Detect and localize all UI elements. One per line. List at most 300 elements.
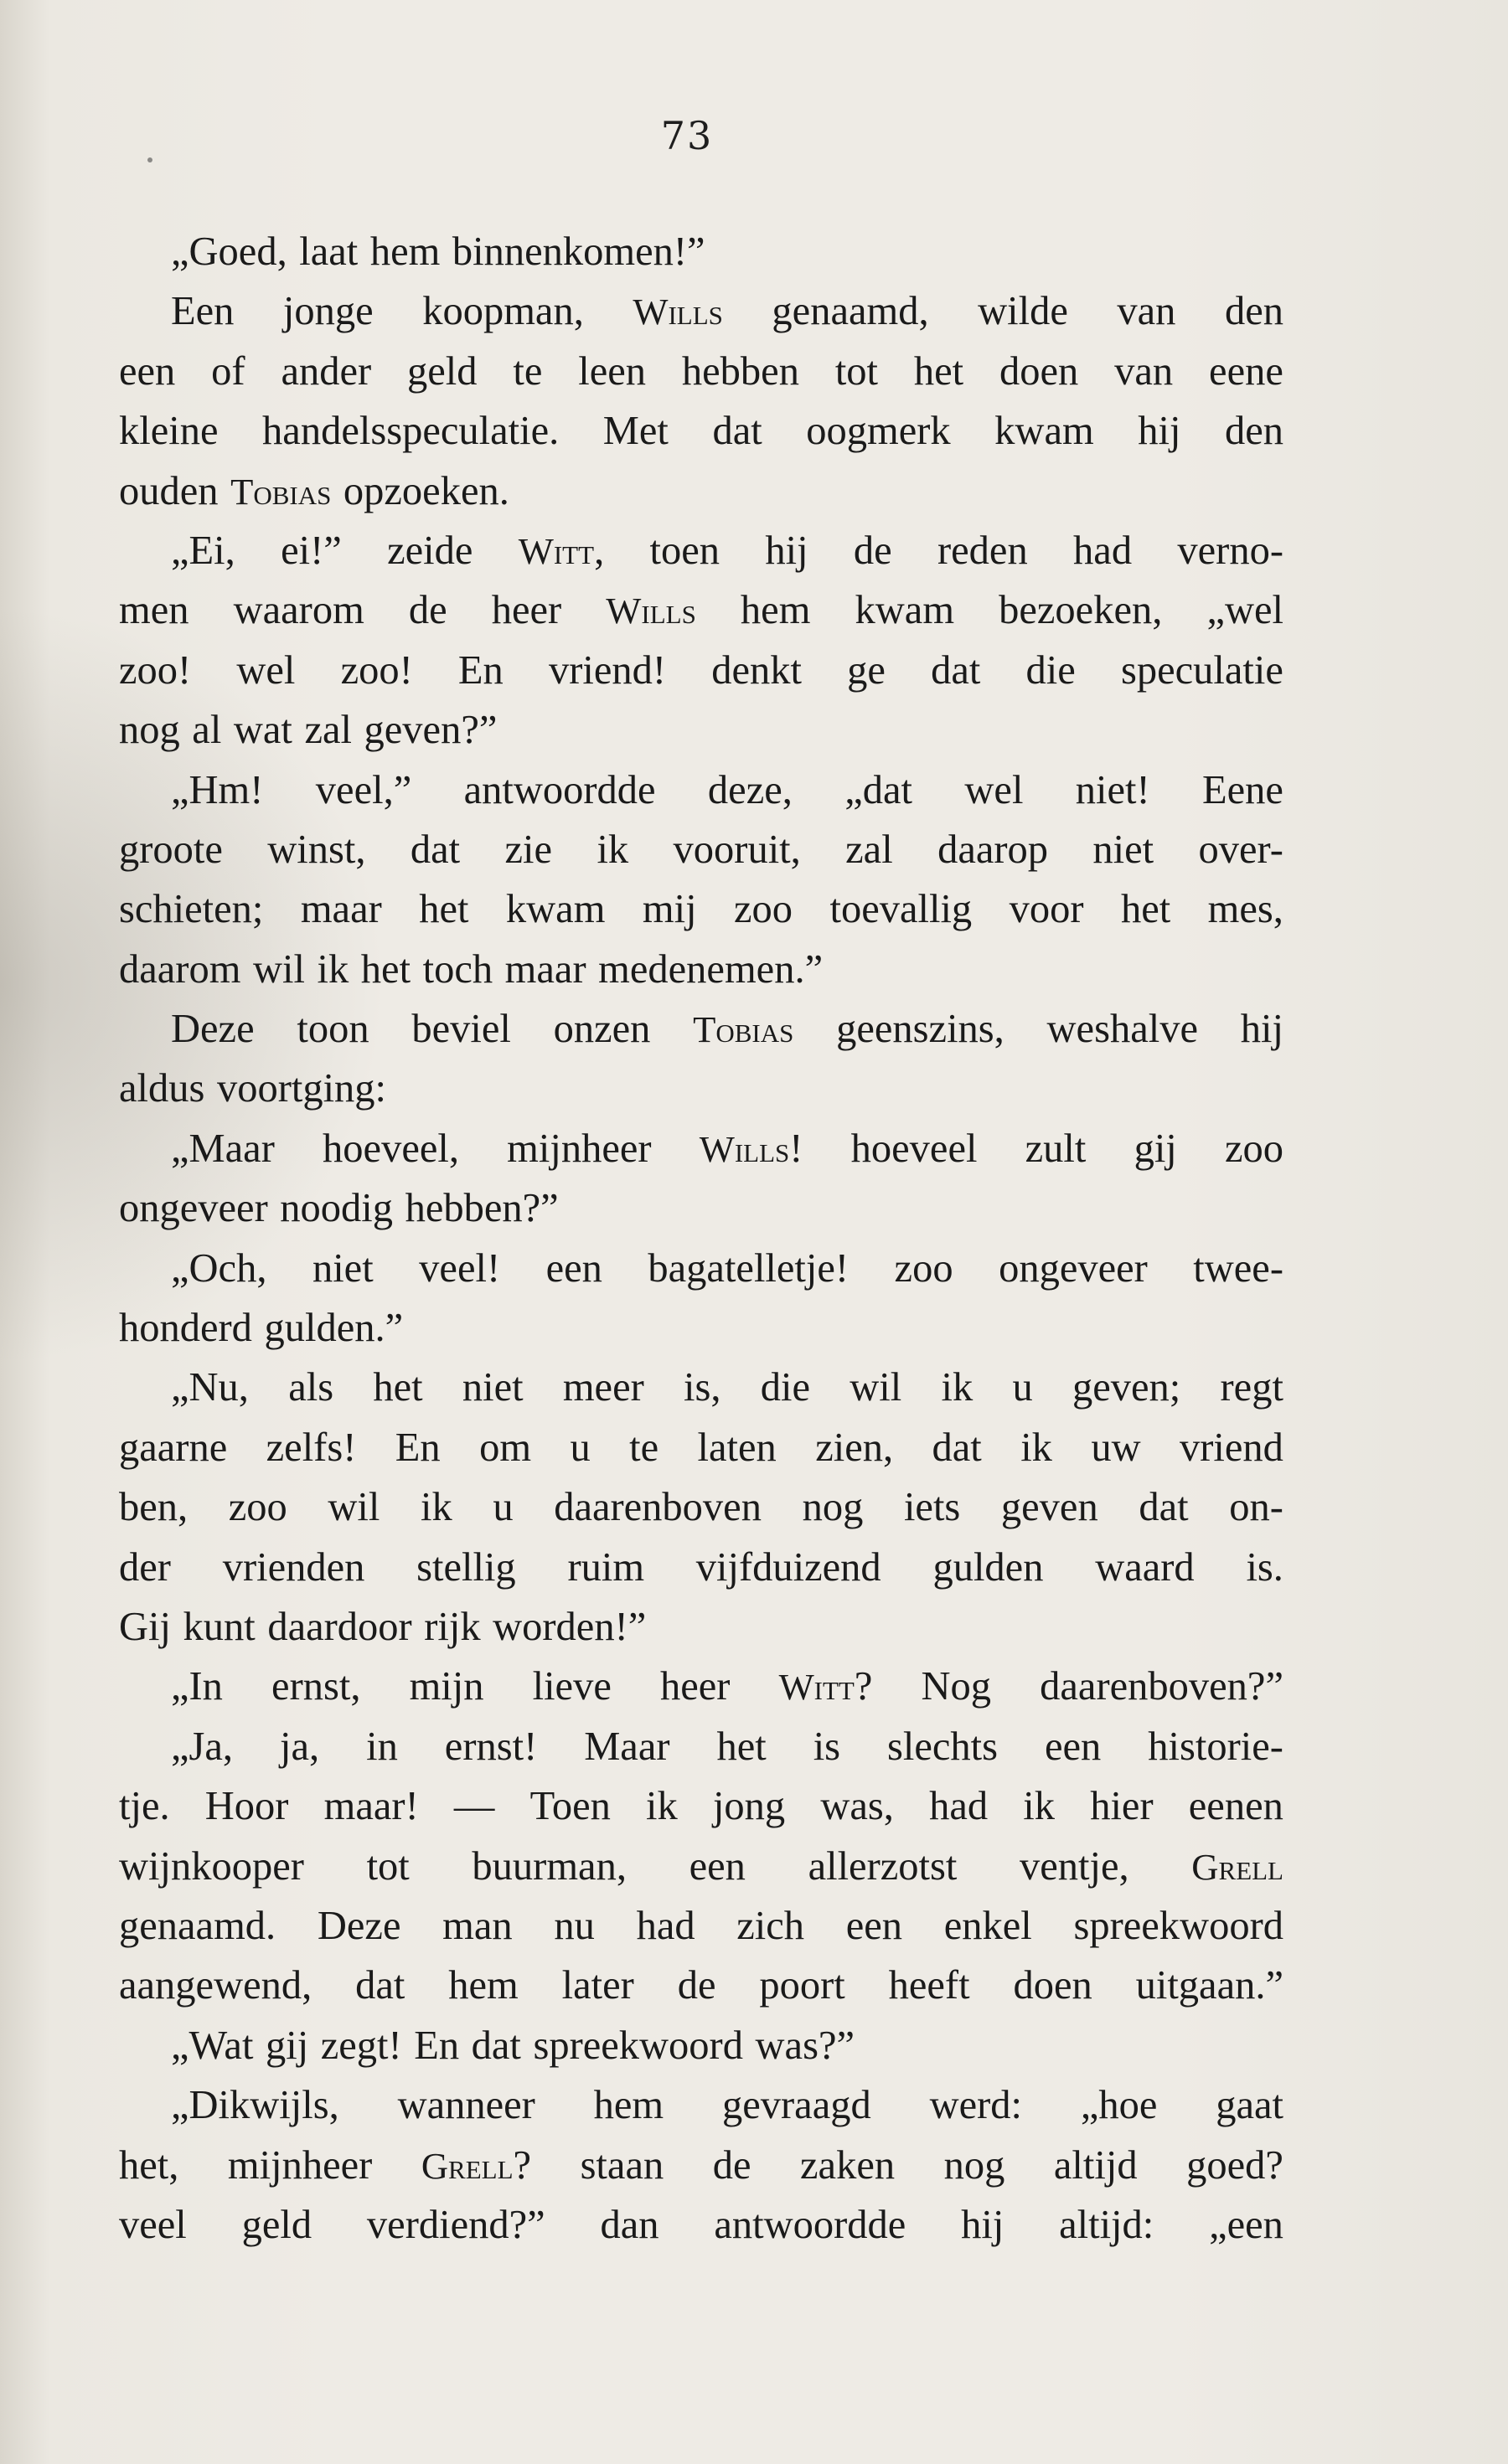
word: vriend!	[548, 647, 667, 693]
word: twee-	[1193, 1245, 1283, 1291]
word: toen	[649, 528, 720, 573]
word: binnenkomen!”	[452, 229, 705, 274]
word: „Dikwijls,	[171, 2083, 339, 2128]
word: daarom	[119, 946, 241, 992]
text-line	[119, 2195, 1283, 2255]
word: genaamd.	[119, 1903, 276, 1948]
text-line	[119, 222, 1283, 281]
word: hij	[1240, 1007, 1283, 1052]
word: had	[1073, 528, 1133, 573]
word: zich	[736, 1903, 805, 1948]
word: dat	[410, 827, 461, 872]
word: geven	[1000, 1485, 1098, 1530]
word: hoeveel,	[323, 1126, 459, 1171]
word: tot	[834, 348, 879, 394]
word: een	[119, 348, 176, 394]
word: zult	[1025, 1126, 1087, 1171]
word: den	[1224, 289, 1283, 334]
word: het	[913, 348, 964, 394]
word: wil	[252, 946, 305, 992]
word: wil	[328, 1485, 380, 1530]
word: voortging:	[216, 1066, 387, 1111]
word: nu	[554, 1903, 595, 1948]
text-line	[119, 1298, 1283, 1358]
word: beviel	[411, 1007, 511, 1052]
word: mijn	[409, 1664, 484, 1709]
word: geven;	[1072, 1365, 1181, 1410]
word: een	[545, 1245, 602, 1291]
text-line	[119, 760, 1283, 820]
word: u	[493, 1485, 514, 1530]
word: dat	[931, 647, 981, 693]
word: Wills	[606, 590, 696, 632]
word: reden	[937, 528, 1028, 573]
text-line	[119, 1358, 1283, 1417]
word: Tobias	[693, 1008, 794, 1051]
word: of	[211, 348, 245, 394]
text-line	[119, 641, 1283, 700]
word: noodig	[280, 1186, 394, 1231]
text-line	[119, 1538, 1283, 1597]
word: later	[561, 1963, 634, 2008]
word: Gij	[119, 1604, 171, 1649]
word: jong	[712, 1784, 786, 1829]
word: „Hm!	[171, 767, 264, 812]
word: hem	[593, 2083, 664, 2128]
word: iets	[903, 1485, 961, 1530]
word: een	[845, 1903, 903, 1948]
word: mes,	[1207, 887, 1283, 932]
text-line	[119, 1776, 1283, 1836]
word: dat	[355, 1963, 405, 2008]
word: heer	[491, 588, 562, 633]
word: regt	[1220, 1365, 1283, 1410]
word: allerzotst	[808, 1843, 958, 1889]
word: is.	[1246, 1544, 1283, 1590]
word: hem	[740, 588, 811, 633]
word: heeft	[888, 1963, 970, 2008]
word: zegt!	[320, 2023, 402, 2068]
word: veel	[119, 2202, 187, 2247]
word: ik	[1020, 1425, 1052, 1470]
word: had	[636, 1903, 695, 1948]
word: laten	[697, 1425, 777, 1470]
word: ernst!	[444, 1724, 538, 1769]
word: stellig	[416, 1544, 516, 1590]
word: vrienden	[222, 1544, 365, 1590]
word: voor	[1009, 887, 1084, 932]
word: ik	[1023, 1784, 1056, 1829]
word: „een	[1209, 2202, 1283, 2247]
body-text	[119, 222, 1283, 2255]
word: had	[929, 1784, 989, 1829]
word: toch	[422, 946, 493, 992]
word: denkt	[711, 647, 802, 693]
word: wilde	[978, 289, 1068, 334]
text-line	[119, 342, 1283, 401]
word: zoo	[894, 1245, 953, 1291]
word: u	[1012, 1365, 1033, 1410]
word: ik	[421, 1485, 452, 1530]
word: ernst,	[271, 1664, 361, 1709]
word: staan	[580, 2142, 664, 2188]
word: het	[1120, 887, 1171, 932]
word: worden!”	[493, 1604, 647, 1649]
word: eene	[1209, 348, 1283, 394]
word: over-	[1198, 827, 1283, 872]
word: koopman,	[422, 289, 584, 334]
word: Grell?	[421, 2142, 532, 2188]
word: slechts	[887, 1724, 999, 1769]
word: ouden	[119, 468, 219, 513]
word: opzoeken.	[343, 468, 509, 513]
word: zoo	[734, 887, 793, 932]
word: geenszins,	[836, 1007, 1004, 1052]
text-line	[119, 940, 1283, 999]
text-line	[119, 1119, 1283, 1178]
word: goed?	[1186, 2142, 1283, 2188]
ink-speck	[147, 157, 152, 162]
word: geld	[241, 2202, 312, 2247]
word: buurman,	[472, 1843, 627, 1889]
word: maar!	[323, 1784, 419, 1829]
word: Met	[602, 409, 669, 454]
text-line	[119, 2016, 1283, 2075]
word: hij	[961, 2202, 1004, 2247]
word: ik	[941, 1365, 973, 1410]
word: weshalve	[1046, 1007, 1198, 1052]
word: gaat	[1216, 2083, 1283, 2128]
word: niet	[312, 1245, 374, 1291]
word: hem	[369, 229, 441, 274]
word: mijnheer	[227, 2142, 373, 2188]
word: spreekwoord	[1073, 1903, 1283, 1948]
word: Een	[171, 289, 235, 334]
word: nog	[802, 1485, 864, 1530]
word: Wills	[633, 291, 723, 333]
word: vijfduizend	[695, 1544, 881, 1590]
word: dat	[1139, 1485, 1189, 1530]
word: maar	[504, 946, 586, 992]
word: als	[288, 1365, 334, 1410]
page-number: 73	[660, 113, 714, 158]
word: nog	[943, 2142, 1005, 2188]
word: daarenboven	[554, 1485, 762, 1530]
word: gij	[265, 2023, 309, 2068]
word: deze,	[707, 767, 793, 812]
word: bezoeken,	[999, 588, 1163, 633]
word: zoo!	[119, 647, 192, 693]
word: wil	[850, 1365, 902, 1410]
word: tot	[366, 1843, 410, 1889]
word: de	[712, 2142, 751, 2188]
word: doen	[999, 348, 1079, 394]
word: man	[442, 1903, 513, 1948]
word: historie-	[1148, 1724, 1283, 1769]
word: daarenboven?”	[1040, 1664, 1283, 1709]
word: kleine	[119, 409, 219, 454]
word: Grell	[1191, 1845, 1283, 1888]
word: „In	[171, 1664, 223, 1709]
word: on-	[1229, 1485, 1283, 1530]
word: Maar	[584, 1724, 670, 1769]
text-line	[119, 1597, 1283, 1657]
text-line	[119, 521, 1283, 580]
word: oogmerk	[806, 409, 951, 454]
word: ongeveer	[119, 1186, 268, 1231]
word: Nog	[921, 1664, 992, 1709]
word: gevraagd	[722, 2083, 871, 2128]
word: wanneer	[397, 2083, 535, 2128]
word: verdiend?”	[366, 2202, 545, 2247]
word: lieve	[532, 1664, 612, 1709]
word: zal	[845, 827, 893, 872]
word: zal	[304, 708, 352, 753]
word: heer	[659, 1664, 731, 1709]
word: leen	[578, 348, 647, 394]
word: antwoordde	[463, 767, 656, 812]
word: al	[192, 708, 222, 753]
word: u	[570, 1425, 591, 1470]
word: zelfs!	[266, 1425, 357, 1470]
word: Deze	[171, 1007, 255, 1052]
word: „Maar	[171, 1126, 275, 1171]
word: dat	[471, 2023, 521, 2068]
word: die	[760, 1365, 811, 1410]
word: een	[689, 1843, 746, 1889]
word: de	[677, 1963, 716, 2008]
text-line	[119, 1477, 1283, 1537]
word: zaken	[800, 2142, 896, 2188]
word: uw	[1091, 1425, 1141, 1470]
word: mij	[642, 887, 697, 932]
text-line	[119, 1717, 1283, 1776]
word: honderd	[119, 1306, 252, 1351]
text-line	[119, 281, 1283, 341]
word: hier	[1090, 1784, 1154, 1829]
word: het	[716, 1724, 767, 1769]
text-line	[119, 1657, 1283, 1716]
word: En	[414, 2023, 460, 2068]
word: hij	[765, 528, 808, 573]
word: wel	[236, 647, 296, 693]
word: men	[119, 588, 189, 633]
word: ei!”	[281, 528, 342, 573]
text-line	[119, 999, 1283, 1059]
word: poort	[759, 1963, 845, 2008]
word: vooruit,	[673, 827, 801, 872]
word: ik	[596, 827, 629, 872]
word: waarom	[233, 588, 364, 633]
word: ik	[317, 946, 349, 992]
word: hoeveel	[850, 1126, 978, 1171]
word: meer	[562, 1365, 644, 1410]
word: aldus	[119, 1066, 205, 1111]
word: Witt,	[518, 528, 605, 573]
word: het	[373, 1365, 423, 1410]
text-line	[119, 820, 1283, 879]
word: ge	[847, 647, 886, 693]
word: aangewend,	[119, 1963, 312, 2008]
word: winst,	[267, 827, 366, 872]
word: toevallig	[829, 887, 973, 932]
word: vriend	[1180, 1425, 1283, 1470]
word: hebben	[681, 348, 799, 394]
word: was,	[820, 1784, 894, 1829]
word: kwam	[855, 588, 955, 633]
word: zoo	[228, 1485, 287, 1530]
text-line	[119, 700, 1283, 760]
word: rijk	[424, 1604, 481, 1649]
word: der	[119, 1544, 171, 1590]
word: de	[408, 588, 447, 633]
word: kwam	[994, 409, 1094, 454]
word: zoo	[1224, 1126, 1283, 1171]
text-line	[119, 1418, 1283, 1477]
word: „Ei,	[171, 528, 235, 573]
word: het,	[119, 2142, 179, 2188]
word: „Och,	[171, 1245, 267, 1291]
word: ventje,	[1020, 1843, 1129, 1889]
word: altijd	[1053, 2142, 1138, 2188]
word: En	[457, 647, 504, 693]
word: gij	[1134, 1126, 1177, 1171]
word: Hoor	[204, 1784, 289, 1829]
word: antwoordde	[714, 2202, 906, 2247]
word: om	[479, 1425, 532, 1470]
word: wat	[233, 708, 292, 753]
word: ander	[281, 348, 372, 394]
word: mijnheer	[507, 1126, 652, 1171]
text-line	[119, 1239, 1283, 1298]
word: altijd:	[1059, 2202, 1154, 2247]
word: onzen	[553, 1007, 651, 1052]
word: was?”	[755, 2023, 855, 2068]
word: is,	[684, 1365, 721, 1410]
word: bagatelletje!	[648, 1245, 850, 1291]
word: „Wat	[171, 2023, 254, 2068]
word: gulden.”	[264, 1306, 404, 1351]
word: groote	[119, 827, 223, 872]
word: Eene	[1202, 767, 1283, 812]
word: ben,	[119, 1485, 188, 1530]
word: dan	[600, 2202, 659, 2247]
word: jonge	[282, 289, 374, 334]
word: niet!	[1075, 767, 1150, 812]
word: kwam	[505, 887, 606, 932]
word: Tobias	[230, 470, 332, 513]
word: het	[419, 887, 469, 932]
word: „Goed,	[171, 229, 287, 274]
word: ja,	[280, 1724, 320, 1769]
word: dat	[932, 1425, 982, 1470]
word: genaamd,	[772, 289, 929, 334]
word: hij	[1138, 409, 1181, 454]
word: toon	[297, 1007, 369, 1052]
word: dat	[712, 409, 762, 454]
word: ik	[646, 1784, 678, 1829]
text-line	[119, 1896, 1283, 1956]
word: daardoor	[267, 1604, 412, 1649]
word: niet	[1092, 827, 1154, 872]
word: zie	[504, 827, 553, 872]
word: eenen	[1188, 1784, 1283, 1829]
word: enkel	[943, 1903, 1032, 1948]
text-line	[119, 401, 1283, 461]
word: van	[1114, 348, 1174, 394]
word: gaarne	[119, 1425, 228, 1470]
word: „wel	[1206, 588, 1283, 633]
text-line	[119, 2075, 1283, 2135]
word: geld	[407, 348, 478, 394]
text-line	[119, 461, 1283, 521]
word: nog	[119, 708, 180, 753]
word: tje.	[119, 1784, 170, 1829]
word: van	[1117, 289, 1176, 334]
word: ongeveer	[999, 1245, 1148, 1291]
word: in	[366, 1724, 398, 1769]
word: handelsspeculatie.	[262, 409, 560, 454]
word: En	[395, 1425, 441, 1470]
word: zeide	[387, 528, 473, 573]
word: hebben?”	[405, 1186, 559, 1231]
word: geven?”	[364, 708, 498, 753]
word: laat	[299, 229, 359, 274]
word: Deze	[317, 1903, 401, 1948]
word: werd:	[929, 2083, 1022, 2128]
word: doen	[1013, 1963, 1092, 2008]
word: te	[513, 348, 543, 394]
word: —	[453, 1784, 495, 1829]
word: den	[1224, 409, 1283, 454]
word: hem	[448, 1963, 519, 2008]
word: wel	[964, 767, 1024, 812]
word: wijnkooper	[119, 1843, 304, 1889]
word: kunt	[183, 1604, 256, 1649]
word: medenemen.”	[598, 946, 824, 992]
word: veel,”	[315, 767, 412, 812]
word: schieten;	[119, 887, 264, 932]
word: Wills!	[699, 1126, 803, 1171]
word: waard	[1095, 1544, 1195, 1590]
word: speculatie	[1120, 647, 1283, 693]
text-line	[119, 879, 1283, 939]
text-line	[119, 1956, 1283, 2015]
word: de	[853, 528, 892, 573]
word: niet	[462, 1365, 524, 1410]
word: ruim	[567, 1544, 645, 1590]
word: veel!	[419, 1245, 501, 1291]
word: spreekwoord	[533, 2023, 743, 2068]
word: die	[1025, 647, 1076, 693]
word: te	[629, 1425, 659, 1470]
word: Witt?	[778, 1664, 873, 1709]
text-line	[119, 1059, 1283, 1118]
word: is	[813, 1724, 841, 1769]
text-line	[119, 2136, 1283, 2195]
word: gulden	[932, 1544, 1044, 1590]
word: maar	[300, 887, 382, 932]
word: daarop	[937, 827, 1049, 872]
text-line	[119, 1178, 1283, 1238]
word: „hoe	[1080, 2083, 1158, 2128]
word: uitgaan.”	[1135, 1963, 1283, 2008]
word: „dat	[844, 767, 913, 812]
word: zoo!	[340, 647, 413, 693]
word: het	[360, 946, 411, 992]
word: „Nu,	[171, 1365, 249, 1410]
word: zien,	[815, 1425, 894, 1470]
